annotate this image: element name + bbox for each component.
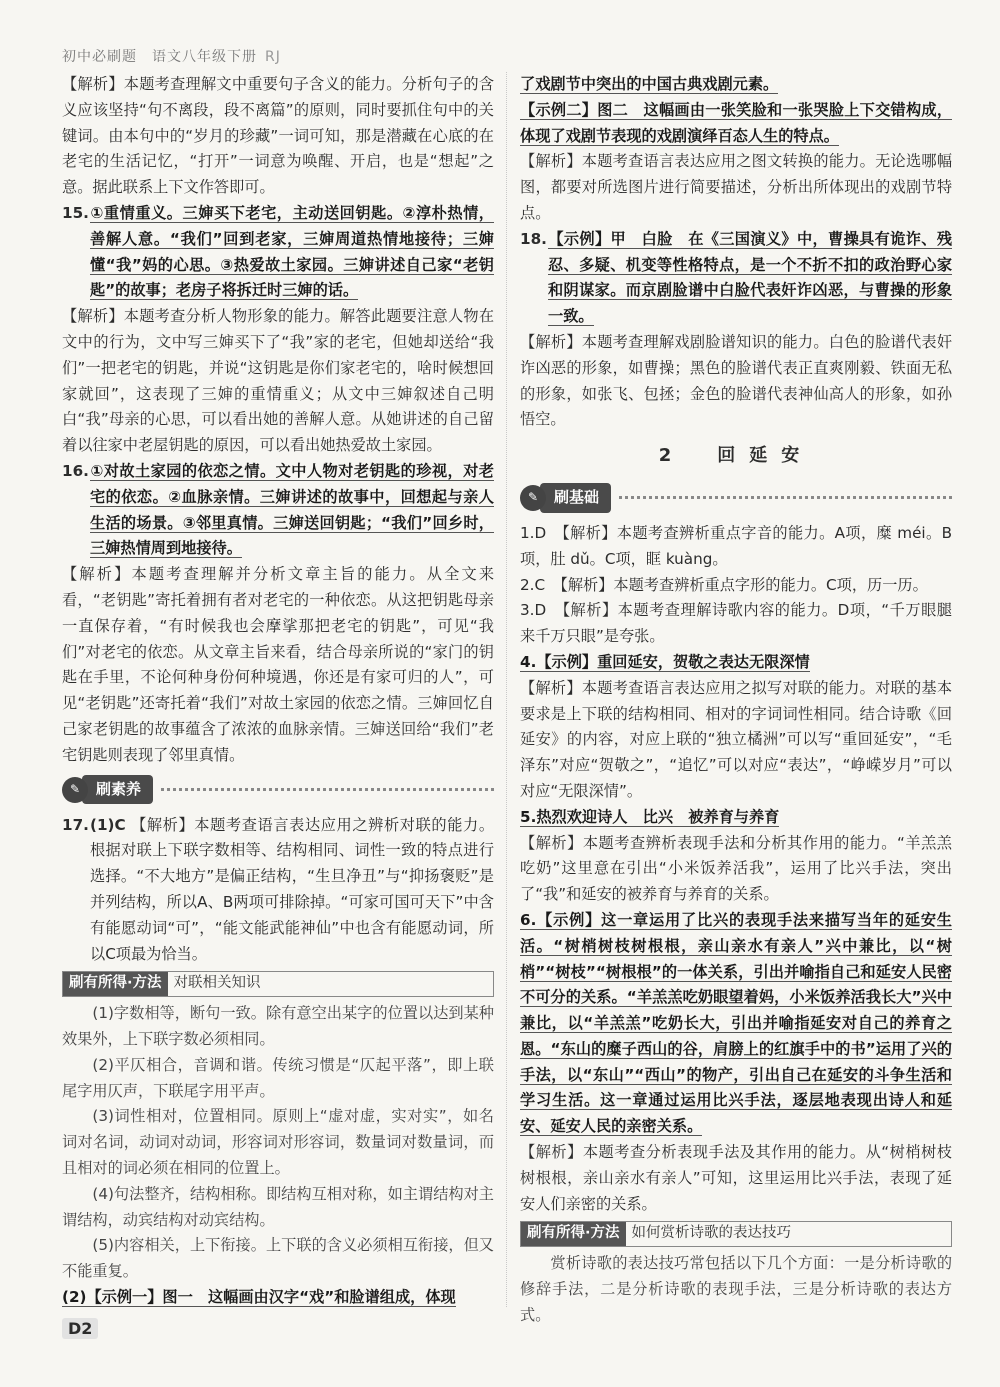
book-icon: ✎ <box>520 485 546 511</box>
banner-label: 刷基础 <box>540 483 611 513</box>
q16-answer: ①对故土家园的依恋之情。文中人物对老钥匙的珍视，对老宅的依恋。②血脉亲情。三婶讲述的故事中，回想起与亲人生活的场景。③邻里真情。三婶送回钥匙；“我们”回乡时，三婶热情周到地接待。 <box>90 461 494 558</box>
q4-answer <box>520 650 952 676</box>
q17-cont <box>520 72 952 98</box>
q16-number: 16. <box>62 461 89 480</box>
q6-answer-text: 6.【示例】这一章运用了比兴的表现手法来描写当年的延安生活。“树梢树枝树根根，亲山亲水有亲人”兴中兼比，以“树梢”“树枝”“树根根”的一体关系，引出并喻指自己和延安人民密不可分的关系。“羊羔羔吃奶眼望着妈，小米饭养活我长大”兴中兼比，以“羊羔羔”吃奶长大，引出并喻指延安对自己的养育之恩。“东山的糜子西山的谷，肩膀上的红旗手中的书”运用了兴的手法，以“东山”“西山”的物产，引出自己在延安的斗争生活和学习生活。这一章通过运用比兴手法，逐层地表现出诗人和延安、延安人民的亲密关系。 <box>520 910 952 1136</box>
header-edition: RJ <box>265 49 281 65</box>
q16-analysis: 【解析】本题考查理解并分析文章主旨的能力。从全文来看，“老钥匙”寄托着拥有者对老宅的一种依恋。从这把钥匙母亲一直保存着，“有时候我也会摩挲那把老宅的钥匙”，可见“我们”对老宅的依恋。从文章主旨来看，结合母亲所说的“家门的钥匙在手里，不论何种身份何种境遇，你还是有家可归的人”，可见“老钥匙”还寄托着“我们”对故土家园的依恋之情。三婶回忆自己家老钥匙的故事蕴含了浓浓的血脉亲情。三婶送回给“我们”老宅钥匙则表现了邻里真情。 <box>62 565 494 764</box>
method-item-2: (2)平仄相合，音调和谐。传统习惯是“仄起平落”，即上联尾字用仄声，下联尾字用平声。 <box>62 1055 494 1100</box>
left-column <box>62 72 494 1311</box>
q5-analysis: 【解析】本题考查辨析表现手法和分析其作用的能力。“羊羔羔吃奶”这里意在引出“小米饭养活我”，运用了比兴手法，突出了“我”和延安的被养育与养育的关系。 <box>520 833 952 904</box>
method-item-1: (1)字数相等，断句一致。除有意空出某字的位置以达到某种效果外，上下联字数必须相同。 <box>62 1004 494 1049</box>
method-item-3: (3)词性相对，位置相同。原则上“虚对虚，实对实”，如名词对名词，动词对动词，形容词对形容词，数量词对数量词，而且相对的词必须在相同的位置上。 <box>62 1107 494 1178</box>
q5-answer <box>520 805 952 831</box>
book-icon: ✎ <box>62 777 88 803</box>
banner-label: 刷素养 <box>82 775 153 805</box>
header-title: 初中必刷题 语文八年级下册 <box>62 49 257 65</box>
q15-answer: ①重情重义。三婶买下老宅，主动送回钥匙。②淳朴热情，善解人意。“我们”回到老家，三婶周道热情地接待；三婶懂“我”妈的心思。③热爱故土家园。三婶讲述自己家“老钥匙”的故事；老房子将拆迁时三婶的话。 <box>90 203 494 300</box>
banner-dots <box>161 788 494 791</box>
q17-answer1: (1)C <box>90 815 126 834</box>
q4-answer-text: 4.【示例】重回延安，贺敬之表达无限深情 <box>520 652 810 671</box>
q14-analysis: 【解析】本题考查理解文中重要句子含义的能力。分析句子的含义应该坚持“句不离段，段不离篇”的原则，同时要抓住句中的关键词。由本句中的“岁月的珍藏”一词可知，那是潜藏在心底的在老宅的生活记忆，“打开”一词意为唤醒、开启，也是“想起”之意。据此联系上下文作答即可。 <box>62 75 494 197</box>
q2: 2.C 【解析】本题考查辨析重点字形的能力。C项，历一历。 <box>520 575 928 594</box>
q17-example2 <box>520 98 952 150</box>
method-box-poetry <box>520 1221 952 1247</box>
q15-analysis: 【解析】本题考查分析人物形象的能力。解答此题要注意人物在文中的行为，文中写三婶买下了“我”家的老宅，但她却送给“我们”一把老宅的钥匙，并说“这钥匙是你们家老宅的，啥时候想回家就回”，这表现了三婶的重情重义；从文中三婶叙述自己明白“我”母亲的心思，可以看出她的善解人意。从她讲述的自己留着以往家中老屋钥匙的原因，可以看出她热爱故土家园。 <box>62 307 494 455</box>
banner-shua-suyang <box>62 773 494 807</box>
method-tag: 刷有所得·方法 <box>63 972 168 996</box>
section-title: 2 回延安 <box>658 445 814 467</box>
method-text: 赏析诗歌的表达技巧常包括以下几个方面：一是分析诗歌的修辞手法，二是分析诗歌的表现手法，三是分析诗歌的表达方式。 <box>520 1254 952 1325</box>
q1: 1.D 【解析】本题考查辨析重点字音的能力。A项，糜 méi。B项，肚 dǔ。C项，眶 kuàng。 <box>520 523 952 568</box>
method-title: 如何赏析诗歌的表达技巧 <box>631 1225 792 1242</box>
page-header <box>62 46 281 66</box>
q17-analysis2: 【解析】本题考查语言表达应用之图文转换的能力。无论选哪幅图，都要对所选图片进行简要描述，分析出所体现出的戏剧节特点。 <box>520 152 952 222</box>
banner-dots <box>619 496 952 499</box>
q18-answer: 【示例】甲 白脸 在《三国演义》中，曹操具有诡诈、残忍、多疑、机变等性格特点，是一个不折不扣的政治野心家和阴谋家。而京剧脸谱中白脸代表奸诈凶恶，与曹操的形象一致。 <box>548 229 952 326</box>
q17-block <box>62 813 494 968</box>
banner-shua-jichu <box>520 481 952 515</box>
q5-answer-text: 5.热烈欢迎诗人 比兴 被养育与养育 <box>520 807 780 826</box>
q4-analysis: 【解析】本题考查语言表达应用之拟写对联的能力。对联的基本要求是上下联的结构相同、相对的字词词性相同。结合诗歌《回延安》的内容，对应上联的“独立橘洲”可以写“重回延安”，“毛泽东”对应“贺敬之”，“追忆”可以对应“表达”，“峥嵘岁月”可以对应“无限深情”。 <box>520 678 952 800</box>
q15-number: 15. <box>62 203 89 222</box>
q6-analysis: 【解析】本题考查分析表现手法及其作用的能力。从“树梢树枝树根根，亲山亲水有亲人”可知，这里运用比兴手法，表现了延安人们亲密的关系。 <box>520 1143 952 1213</box>
q6-answer <box>520 908 952 1140</box>
method-title: 对联相关知识 <box>173 975 261 992</box>
page-number: D2 <box>62 1318 98 1339</box>
method-item-5: (5)内容相关，上下衔接。上下联的含义必须相互衔接，但又不能重复。 <box>62 1236 494 1281</box>
q17-cont-text: 了戏剧节中突出的中国古典戏剧元素。 <box>520 75 779 93</box>
method-item-4: (4)句法整齐，结构相称。即结构互相对称，如主谓结构对主谓结构，动宾结构对动宾结构。 <box>62 1184 494 1229</box>
q17-answer2 <box>62 1285 494 1311</box>
q3: 3.D 【解析】本题考查理解诗歌内容的能力。D项，“千万眼腿来千万只眼”是夸张。 <box>520 601 952 646</box>
column-divider <box>506 72 507 1307</box>
q17-example2-text: 【示例二】图二 这幅画由一张笑脸和一张哭脸上下交错构成，体现了戏剧节表现的戏剧演绎百态人生的特点。 <box>520 100 952 145</box>
q15-block <box>62 201 494 304</box>
q17-analysis: 【解析】本题考查语言表达应用之辨析对联的能力。根据对联上下联字数相等、结构相同、词性一致的特点进行选择。“不大地方”是偏正结构，“生旦净丑”与“抑扬褒贬”是并列结构，所以A、B两项可排除掉。“可家可国可天下”中含有能愿动词“可”，“能文能武能神仙”中也含有能愿动词，所以C项最为恰当。 <box>90 815 495 963</box>
method-box-couplet <box>62 971 494 997</box>
q18-analysis: 【解析】本题考查理解戏剧脸谱知识的能力。白色的脸谱代表奸诈凶恶的形象，如曹操；黑色的脸谱代表正直爽刚毅、铁面无私的形象，如张飞、包拯；金色的脸谱代表神仙高人的形象，如孙悟空。 <box>520 332 952 429</box>
right-column <box>520 72 952 1329</box>
q17-answer2-text: (2)【示例一】图一 这幅画由汉字“戏”和脸谱组成，体现 <box>62 1288 456 1307</box>
method-tag: 刷有所得·方法 <box>521 1222 626 1246</box>
q16-block <box>62 459 494 562</box>
q18-number: 18. <box>520 229 547 248</box>
q18-block <box>520 227 952 330</box>
q17-number: 17. <box>62 815 89 834</box>
